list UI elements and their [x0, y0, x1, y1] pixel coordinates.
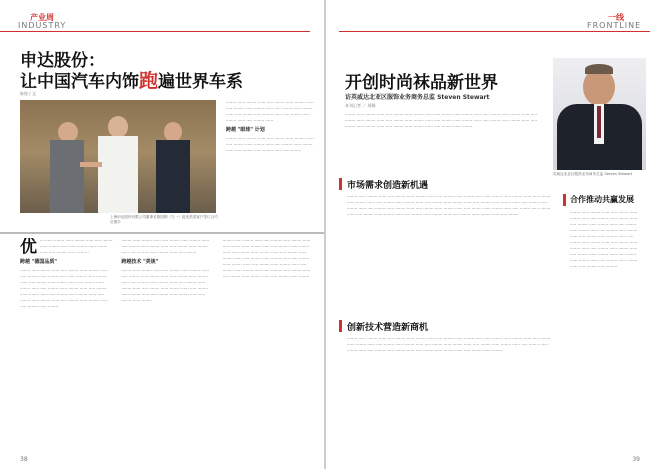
header-sub: INDUSTRY — [18, 21, 67, 30]
body-columns — [20, 238, 316, 448]
section-heading-2: 跨越 "眼球" 计划 — [226, 127, 265, 133]
divider-bar — [0, 232, 325, 234]
section-heading-cooperation: 合作推动共赢发展 — [570, 195, 634, 204]
byline: 陈悦 / 文 — [20, 91, 36, 96]
section-marker — [563, 194, 566, 206]
section-heading-market: 市场需求创造新机遇 — [347, 181, 429, 191]
header-label: 产业周 — [30, 13, 54, 22]
section-marker — [339, 320, 342, 332]
portrait-photo — [553, 58, 646, 170]
body-col-1: 优 ··· ······ ········ ······ ········ ······ ····· ········ ······ ········ ······ ····· ········ ······ ········ ······ ····· ········ ······ ········ · 跨越 "德国品质" ········ ······ ········ ······ ····· ········ ······ ········ ······ ····· ········ ······ ········ ······ ····· ········ ······ ········ ······ ····· ········ ······ ········ ······ ····· ········ ······ ········ ······ ····· ········ ······ ········ ······ ····· ········ ······ ········ ······ ····· ········ ······ ········ ······ ····· ········ ······ ········ ······ ····· ········ ······ ········ ······ ····· ········ ······ ········ — [20, 238, 113, 309]
section-marker — [339, 178, 342, 190]
header-label: 一线 — [608, 13, 624, 22]
intro-col: ········ ······ ········ ······ ····· ········ ······ ········ ······ ····· ········ ······ ········ ······ ····· ········ ······ ········ ······ ····· ········ ······ ········ ······ ····· ········ ······ ········ ······ ····· ········ ······ ········ ······ ····· ········ ······ ········ ······ ····· ········ ······ ········ ······ ····· ········ ······ ········ ······ ····· ········ ······ ········ — [345, 112, 537, 129]
header-rule — [339, 31, 650, 32]
page-number-left: 38 — [20, 456, 28, 463]
header-rule — [0, 31, 310, 32]
page-number-right: 39 — [632, 456, 640, 463]
body-col-2: ········ ······ ········ ······ ····· ········ ······ ········ ······ ····· ········ ······ ········ ······ ····· ········ ······ ········ ······ ····· ········ ······ ········ ······ ····· ········ 跨越技术 "美谈" ········ ······ ········ ······ ····· ········ ······ ········ ······ ····· ········ ······ ········ ······ ····· ········ ······ ········ ······ ····· ········ ······ ········ ······ ····· ········ ······ ········ ······ ····· ········ ······ ········ ······ ····· ········ ······ ········ ······ ····· ········ ······ ········ ······ ····· ········ ······ ········ — [121, 238, 214, 448]
right-page — [325, 0, 650, 469]
body-col-top: ········ ······ ········ ······ ····· ········ ······ ········ ······ ····· ········ ······ ········ ······ ····· ········ ······ ········ ······ ····· ········ ······ ········ ······ ····· ········ ······ ········ ······ ····· ········ ······ 跨越 "眼球" 计划 ········ ······ ········ ······ ····· ········ ······ ········ ······ ····· ········ ······ ········ ······ ····· ········ ······ ········ ······ ····· ········ ······ ········ ······ ····· ········ — [226, 100, 316, 230]
section-heading-1: 跨越 "德国品质" — [20, 259, 57, 265]
article-title: 开创时尚袜品新世界 — [345, 73, 498, 93]
section-innovation — [339, 320, 559, 440]
byline: 本刊记者 ／ 周颖 — [345, 103, 376, 108]
body-col-3: ········ ······ ········ ······ ····· ········ ······ ········ ······ ····· ········ ······ ········ ······ ····· ········ ······ ········ ······ ····· ········ ······ ········ ······ ····· ········ ······ ········ ······ ····· ········ ······ ········ ······ ····· ········ ······ ········ ······ ····· ········ ······ ········ ······ ····· ········ ······ ········ ······ ····· ········ ······ ········ ······ ····· ········ ······ ········ ······ ····· ········ ······ ········ — [222, 238, 311, 279]
article-subtitle: 访英威达北亚区服饰业务商务总监 Steven Stewart — [345, 94, 490, 101]
cooperation-text: ········ ······ ········ ······ ····· ········ ······ ········ ······ ····· ········ ······ ········ ······ ····· ········ ······ ········ ······ ····· ········ ······ ········ ······ ····· ········ ······ ········ ······ ····· ········ ······ ········ ······ ····· ········ ······ ········ ······ ····· ········ ······ ········ ······ ····· ········ ······ ········ ······ ····· ········ ······ ········ ······ ····· ········ ······ ········ ······ ····· ········ ······ ········ ······ ····· ········ ······ ········ — [570, 210, 638, 269]
header-sub: FRONTLINE — [587, 21, 642, 30]
photo-caption: 上海申达股份有限公司董事长陈国钢（左一）接受美国客户签订合约后握手 — [110, 215, 218, 224]
innovation-text: ········ ······ ········ ······ ····· ········ ······ ········ ······ ····· ········ ······ ········ ······ ····· ········ ······ ········ ······ ····· ········ ······ ········ ······ ····· ········ ······ ········ ······ ····· ········ ······ ········ ······ ····· ········ ······ ········ ······ ····· ········ ······ ········ ······ ····· ········ ······ ········ ······ ····· ········ ······ ········ ······ ····· ········ ······ ········ — [347, 336, 551, 353]
handshake-photo — [20, 100, 216, 213]
section-cooperation — [563, 194, 647, 424]
title-part-a: 让中国汽车内饰 — [20, 72, 139, 92]
drop-cap: 优 — [20, 238, 37, 257]
market-text: ········ ······ ········ ······ ····· ········ ······ ········ ······ ····· ········ ······ ········ ······ ····· ········ ······ ········ ······ ····· ········ ······ ········ ······ ····· ········ ······ ········ ······ ····· ········ ······ ········ ······ ····· ········ ······ ········ ······ ····· ········ ······ ········ ······ ····· ········ ······ ········ ······ ····· ········ ······ ········ ······ ····· ········ ······ ········ ······ ····· ········ ······ ········ ······ ····· ········ ······ ········ ······ ····· ········ ······ ········ ······ ····· ········ ······ ········ ······ ····· ········ — [347, 194, 551, 217]
article-title-line2 — [20, 66, 243, 93]
section-heading-innovation: 创新技术营造新商机 — [347, 323, 429, 333]
intro-text — [345, 112, 545, 172]
portrait-caption: 英威达北亚区服饰业务商务总监 Steven Stewart — [553, 172, 633, 176]
article-title-line1: 申达股份： — [20, 51, 105, 71]
right-column-top — [226, 100, 316, 230]
section-heading-3: 跨越技术 "美谈" — [121, 259, 159, 265]
title-part-c: 遍世界车系 — [158, 72, 244, 92]
section-market — [339, 178, 559, 318]
title-highlight: 跑 — [139, 70, 159, 92]
